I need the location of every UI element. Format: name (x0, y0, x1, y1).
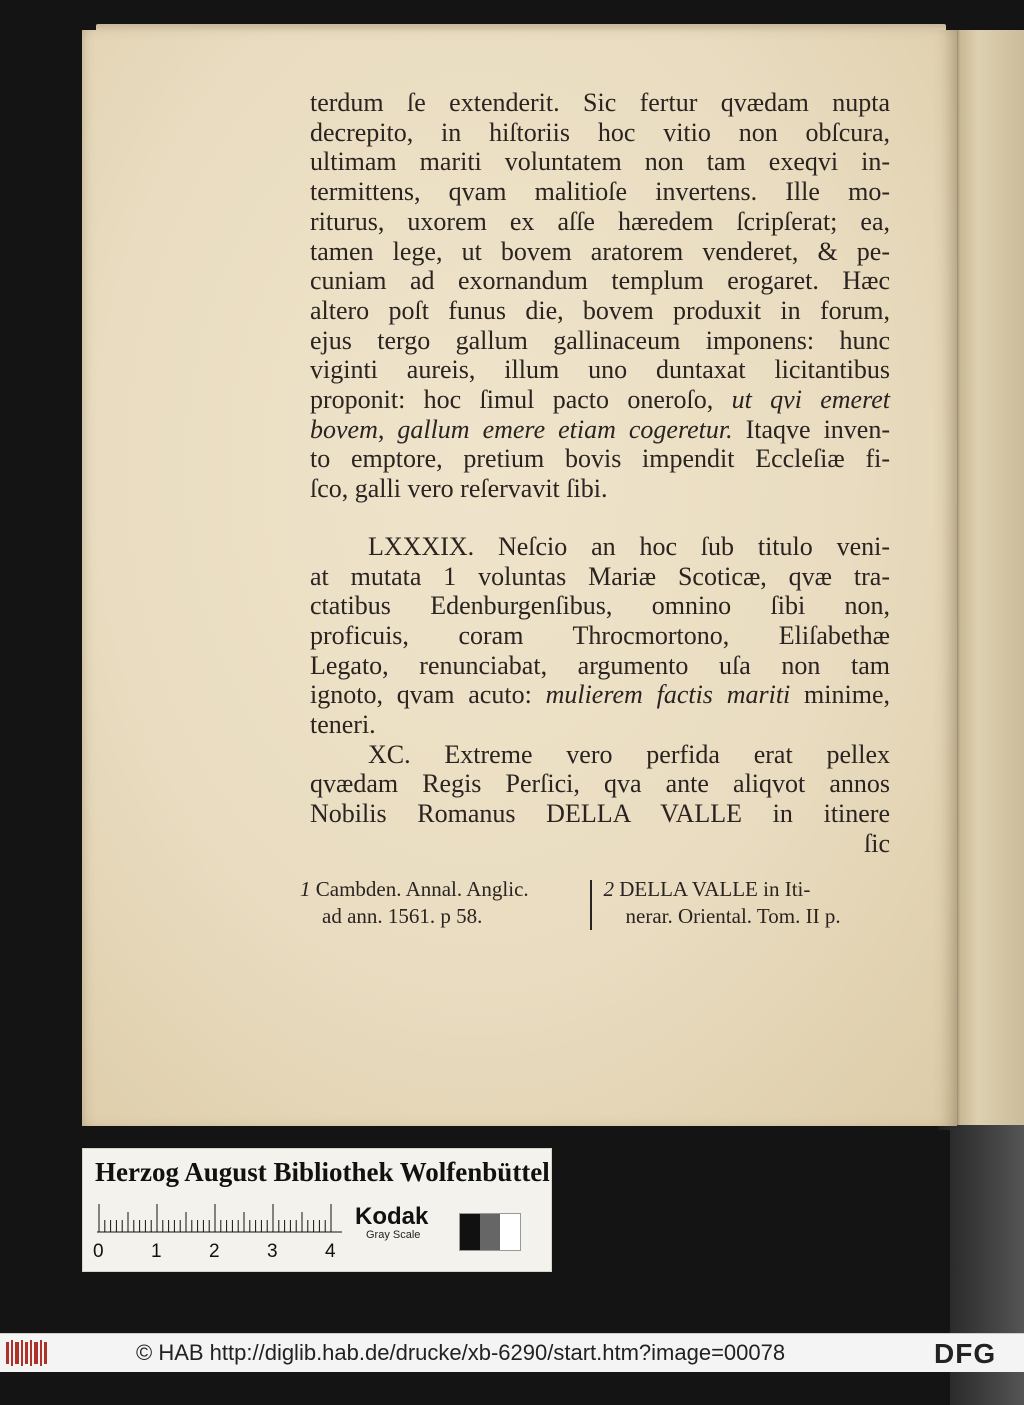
library-color-card (82, 1148, 552, 1272)
text-italic: ut qvi emeret (731, 385, 891, 415)
text-line (310, 680, 890, 710)
text-line: qvædam Regis Perſici, qva ante aliqvot annos (310, 769, 890, 799)
text-line: Nobilis Romanus DELLA VALLE in itinere (310, 799, 890, 829)
text-line: tamen lege, ut bovem aratorem venderet, & pe- (310, 236, 890, 266)
text-line: termittens, qvam malitioſe invertens. Ille mo- (310, 177, 890, 207)
ruler-number: 0 (93, 1241, 104, 1262)
ruler-number: 3 (267, 1241, 278, 1262)
text-line: LXXXIX. Neſcio an hoc ſub titulo veni- (368, 531, 890, 561)
page-text (310, 88, 890, 859)
ruler-number: 4 (325, 1241, 336, 1262)
swatch-gray (480, 1214, 500, 1250)
text-line: Legato, renunciabat, argumento uſa non tam (310, 650, 890, 680)
text-line: altero poſt funus die, bovem produxit in forum, (310, 295, 890, 325)
footnote-text: Cambden. Annal. Anglic. (315, 877, 529, 901)
text-line: decrepito, in hiſtoriis hoc vitio non obſcura, (310, 117, 890, 147)
text-line (310, 385, 890, 415)
text-line: cuniam ad exornandum templum erogaret. Hæc (310, 266, 890, 296)
library-name: Herzog August Bibliothek Wolfenbüttel (95, 1157, 550, 1187)
ruler-number: 1 (151, 1241, 162, 1262)
text-line: viginti aureis, illum uno duntaxat licitantibus (310, 355, 890, 385)
text-roman: Itaqve inven- (745, 414, 891, 444)
gray-scale-label: Gray Scale (366, 1229, 421, 1241)
swatch-white (500, 1214, 520, 1250)
footnote-divider (590, 880, 592, 930)
footnotes (300, 876, 885, 934)
text-roman: minime, (804, 680, 890, 710)
paragraph-gap (310, 504, 890, 532)
text-line: XC. Extreme vero perfida erat pellex (368, 739, 890, 769)
kodak-logo: Kodak (355, 1203, 429, 1230)
text-line: ultimam mariti voluntatem non tam exeqvi in- (310, 147, 890, 177)
dfg-logo: DFG (934, 1338, 997, 1369)
footnote-2 (596, 876, 886, 934)
text-line: at mutata 1 voluntas Mariæ Scoticæ, qvæ tra- (310, 561, 890, 591)
text-line (310, 415, 890, 445)
gray-swatches (459, 1213, 521, 1251)
footnote-text: DELLA VALLE in Iti- (619, 877, 811, 901)
ruler-numbers (93, 1241, 353, 1265)
footnote-number: 1 (300, 877, 311, 901)
barcode-icon (6, 1340, 48, 1366)
footer-bar (0, 1333, 1024, 1372)
text-line: terdum ſe extenderit. Sic fertur qvædam nupta (310, 88, 890, 117)
text-italic: mulierem factis mariti (545, 680, 791, 710)
footnote-text: nerar. Oriental. Tom. II p. (625, 904, 841, 928)
footnote-number: 2 (603, 877, 614, 901)
text-line: proficuis, coram Throcmortono, Eliſabethæ (310, 620, 890, 650)
text-roman: ignoto, qvam acuto: (310, 680, 532, 710)
swatch-black (460, 1214, 480, 1250)
text-line: ejus tergo gallum gallinaceum imponens: hunc (310, 325, 890, 355)
text-roman: proponit: hoc ſimul pacto oneroſo, (310, 385, 714, 415)
ruler-number: 2 (209, 1241, 220, 1262)
text-line: to emptore, pretium bovis impendit Eccleſiæ fi- (310, 444, 890, 474)
text-italic: gallum emere etiam cogeretur. (397, 414, 733, 444)
text-line: ctatibus Edenburgenſibus, omnino ſibi non, (310, 591, 890, 621)
footnote-text: ad ann. 1561. p 58. (322, 904, 483, 928)
text-line: teneri. (310, 710, 376, 740)
footnote-1 (300, 876, 590, 934)
catchword: ſic (864, 828, 890, 858)
copyright-url[interactable]: © HAB http://diglib.hab.de/drucke/xb-6290/start.htm?image=00078 (136, 1340, 786, 1365)
text-line: ſco, galli vero reſervavit ſibi. (310, 474, 608, 504)
text-line: riturus, uxorem ex aſſe hæredem ſcripſerat; ea, (310, 206, 890, 236)
text-italic: bovem, (310, 414, 385, 444)
ruler-scale (97, 1203, 342, 1233)
